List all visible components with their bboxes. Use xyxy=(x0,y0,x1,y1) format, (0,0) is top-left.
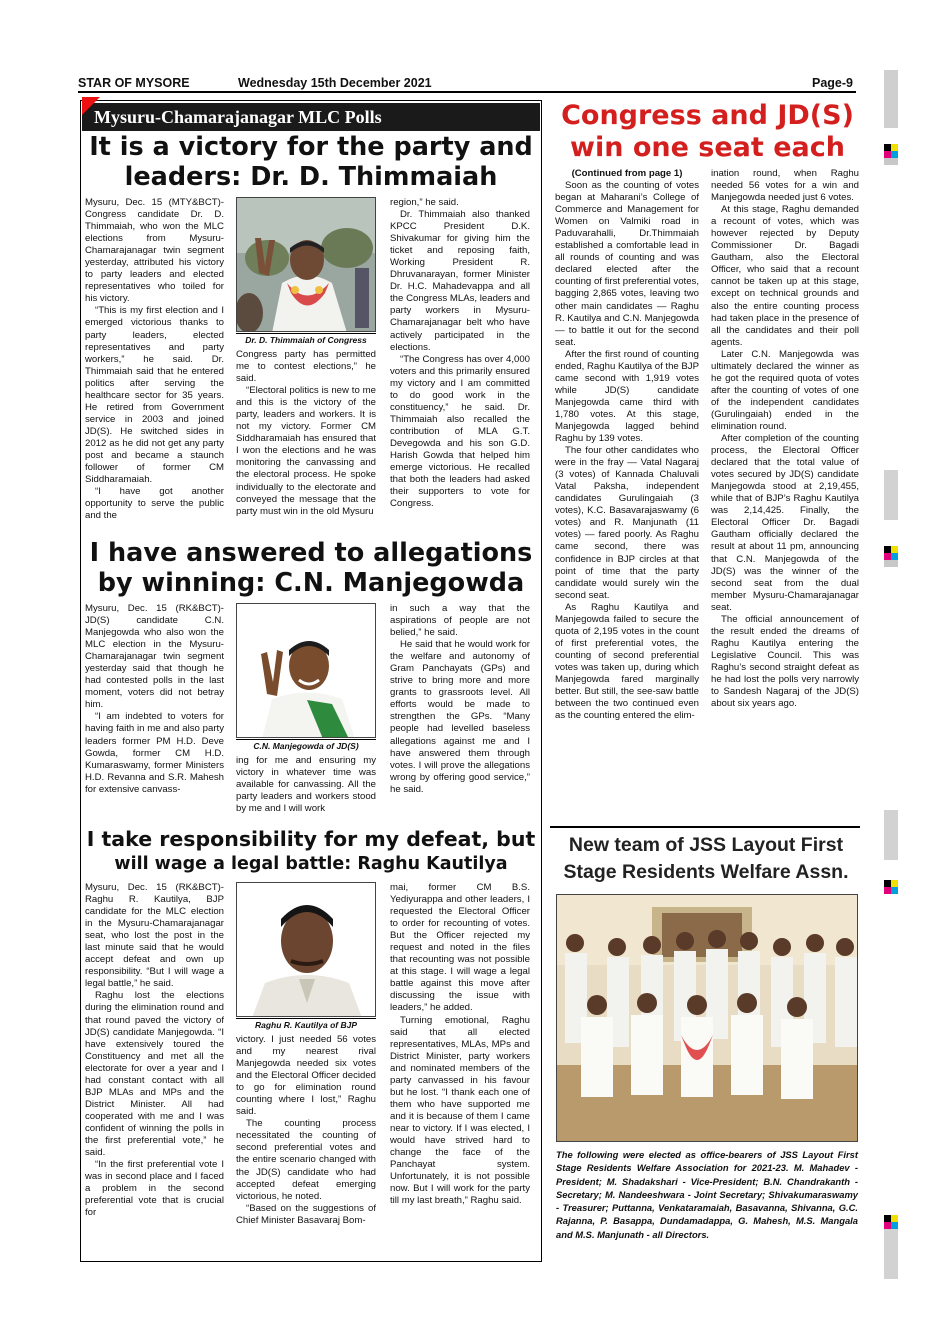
section-kicker: Mysuru-Chamarajanagar MLC Polls xyxy=(82,103,540,131)
lead-headline: Congress and JD(S) win one seat each xyxy=(561,100,854,163)
manjegowda-photo xyxy=(236,603,376,738)
manjegowda-caption: C.N. Manjegowda of JD(S) xyxy=(236,739,376,751)
paragraph: “This is my first election and I emerged victorious thanks to party leaders, elected representatives and party workers,” he said. Dr. Thimmaiah said that he entered politics after serving the healthcare sector for 35 years. He retired from Government service in 2003 and joined JD(S). He switched sides in 2012 as he did not get any party post and became a staunch follower of former CM Siddharamaiah. xyxy=(85,305,224,486)
paragraph: “I am indebted to voters for having faith in me and also party leaders former PM H.D. Deve Gowda, former CM H.D. Kumaraswamy, former Ministers H.D. Revanna and S.R. Mahesh for extensive canvass- xyxy=(85,711,224,795)
jss-headline xyxy=(550,832,862,886)
paragraph: At this stage, Raghu demanded a recount of votes, which was however rejected by Deputy Commissioner Dr. Bagadi Gautham, also the Electoral Officer, who said that a recount cannot be taken up at this stage, except on technical grounds and also the entire counting process had taken place in the presence of all the candidates and their poll agents. xyxy=(711,204,859,348)
paragraph: Mysuru, Dec. 15 (MTY&BCT)- Congress candidate Dr. D. Thimmaiah, who won the MLC elections from Mysuru-Chamarajanagar twin segment yesterday, attributed his victory to party leaders and elected representatives who toiled for his victory. xyxy=(85,197,224,305)
header-rule xyxy=(78,91,856,93)
story3-headline-line1: I take responsibility for my defeat, but xyxy=(86,827,536,851)
paragraph: Later C.N. Manjegowda was ultimately declared the winner as he got the required quota of votes after the counting of votes of one of the independent candidates (Gurulingaiah) ended in the elimination round. xyxy=(711,348,859,432)
paragraph: Mysuru, Dec. 15 (RK&BCT)- JD(S) candidate C.N. Manjegowda who also won the MLC election in the Mysuru-Chamarajanagar twin segment yesterday said that though he had contested polls in the last moment, voters did not betray him. xyxy=(85,603,224,711)
paragraph: in such a way that the aspirations of people are not belied,” he said. xyxy=(390,603,530,639)
jss-caption: The following were elected as office-bearers of JSS Layout First Stage Residents Welfare Association for 2021-23. M. Mahadev - President; M. Shadakshari - Vice-President; B.N. Chandrakanth - Secretary; M. Nandeeshwara - Joint Secretary; Shivakumaraswamy - Treasurer; Puttanna, Venkataramaiah, Basavanna, Shivanna, G.C. Rajanna, P. Basappa, Dundamadappa, G. Mahesh, M.S. Mangala and M.S. Manjunath - all Directors. xyxy=(556,1149,858,1240)
paragraph: Mysuru, Dec. 15 (RK&BCT)- Raghu R. Kautilya, BJP candidate for the MLC election in the Mysuru-Chamarajanagar seat, who lost the post in the last minute said that he would accept defeat and own up responsibility. “But I will wage a legal battle,” he said. xyxy=(85,882,224,990)
story2-col1 xyxy=(85,603,224,823)
paragraph: Dr. Thimmaiah also thanked KPCC President D.K. Shivakumar for giving him the ticket and reposing faith, Working President R. Dhruvanarayan, former Minister Dr. H.C. Mahadevappa and all the Congress MLAs, leaders and party workers in Mysuru-Chamarajanagar belt who have actively participated in the elections. xyxy=(390,209,530,353)
thimmaiah-caption: Dr. D. Thimmaiah of Congress xyxy=(236,333,376,345)
kautilya-caption: Raghu R. Kautilya of BJP xyxy=(236,1018,376,1030)
story2-col2 xyxy=(236,755,376,823)
issue-date: Wednesday 15th December 2021 xyxy=(238,76,432,90)
story1-col1 xyxy=(85,197,224,532)
story2-col3 xyxy=(390,603,530,823)
paragraph: ing for me and ensuring my victory in whatever time was available for canvassing. All the party leaders and workers stood by me and I will work xyxy=(236,755,376,815)
kicker-flag-icon xyxy=(82,97,100,115)
jss-group-image xyxy=(557,895,858,1142)
manjegowda-image xyxy=(237,604,376,738)
story1-col2 xyxy=(236,349,376,532)
jss-headline-line1: New team of JSS Layout First xyxy=(568,834,844,856)
paragraph: “The Congress has over 4,000 voters and this primarily ensured my victory and I am committed to do good work in the constituency,” he said. Dr. Thimmaiah also recalled the contribution of MLA G.T. Devegowda and his son G.D. Harish Gowda that helped him emerge victorious. He recalled that both the leaders had asked their supporters to vote for Congress. xyxy=(390,353,530,510)
color-bar-top xyxy=(884,70,898,165)
story1-headline: It is a victory for the party and leaders: Dr. D. Thimmaiah xyxy=(89,132,533,192)
paragraph: After the first round of counting ended, Raghu Kautilya of the BJP came second with 1,919 votes while JD(S) candidate Manjegowda came third with 1,780 votes. At this stage, Manjegowda lagged behind Raghu by 139 votes. xyxy=(555,348,699,445)
paragraph: Soon as the counting of votes began at Maharani’s College of Commerce and Management for Women on Valmiki road in Paduvarahalli, Dr.Thimmaiah established a comfortable lead in all rounds of counting and was declared elected after the counting of first preferential votes, bagging 2,865 votes, leaving two other main candidates — Raghu R. Kautilya and C.N. Manjegowda — to battle it out for the second seat. xyxy=(555,180,699,348)
color-bar-bottom xyxy=(884,1215,898,1279)
paragraph: “Based on the suggestions of Chief Minister Basavaraj Bom- xyxy=(236,1202,376,1226)
registration-marks xyxy=(880,70,902,1320)
paragraph: After completion of the counting process, the Electoral Officer declared that the total value of votes secured by JD(S) candidate Manjegowda stood at 2,19,455, while that of BJP’s Raghu Kautilya was 2,14,425. Finally, the Electoral Officer Dr. Bagadi Gautham officially declared the result at about 11 pm, announcing that C.N. Manjegowda of the JD(S) was the winner of the second seat from the dual member Mysuru-Chamarajanagar seat. xyxy=(711,433,859,613)
kautilya-image xyxy=(237,883,376,1017)
page-number: Page-9 xyxy=(812,76,853,90)
paragraph: The counting process necessitated the counting of second preferential votes and the entire scenario changed with the JD(S) candidate who had accepted defeat emerging victorious, he noted. xyxy=(236,1118,376,1202)
story3-headline-line2: will wage a legal battle: Raghu Kautilya xyxy=(114,854,508,874)
story2-headline: I have answered to allegations by winning: C.N. Manjegowda xyxy=(89,538,533,598)
paragraph: The official announcement of the result ended the dreams of Raghu Kautilya entering the Legislative Council. This was Raghu’s second straight defeat as he had lost the polls very narrowly to Sandesh Nagaraj of the JD(S) about six years ago. xyxy=(711,613,859,710)
thimmaiah-photo xyxy=(236,197,376,332)
paragraph: “I have got another opportunity to serve the public and the xyxy=(85,486,224,522)
jss-group-photo xyxy=(556,894,858,1142)
lead-col2 xyxy=(711,168,859,824)
story3-col1 xyxy=(85,882,224,1247)
newspaper-name: STAR OF MYSORE xyxy=(78,76,190,90)
paragraph: He said that he would work for the welfare and autonomy of Gram Panchayats (GPs) and strive to bring more and more grants to grassroots level. All efforts would be made to strengthen the GPs. “Many people had levelled baseless allegations against me and I have answered them through votes. I will prove the allegations wrong by offering good service,” he said. xyxy=(390,639,530,795)
page-header xyxy=(78,74,853,92)
paragraph: “In the first preferential vote I was in second place and I faced a problem in the second preferential vote that is crucial for xyxy=(85,1159,224,1219)
paragraph: ination round, when Raghu needed 56 votes for a win and Manjegowda needed just 6 votes. xyxy=(711,168,859,204)
color-bar-middle xyxy=(884,470,898,567)
color-bar-lower xyxy=(884,810,898,894)
jss-headline-line2: Stage Residents Welfare Assn. xyxy=(563,861,849,883)
paragraph: region,” he said. xyxy=(390,197,459,208)
paragraph: As Raghu Kautilya and Manjegowda failed to secure the quota of 2,195 votes in the count of first preferential votes, the counting of second preferential votes was taken up, during which Manjegowda fared marginally better. But still, the see-saw battle between the two continued even as the counting entered the elim- xyxy=(555,601,699,722)
paragraph: victory. I just needed 56 votes and my nearest rival Manjegowda needed six votes and the Electoral Officer decided to go for elimination round counting where I lost,” Raghu said. xyxy=(236,1034,376,1118)
story3-col2 xyxy=(236,1034,376,1247)
paragraph: Raghu lost the elections during the elimination round and that round paved the victory of JD(S) candidate Manjegowda. “I have extensively toured the Constituency and met all the electorate for over a year and I had constant contact with all BJP MLAs and MPs and the District Minister. All had cooperated with me and I was confident of winning the polls in the first preferential vote,” he said. xyxy=(85,990,224,1159)
story1-col3 xyxy=(390,197,530,532)
paragraph: Congress party has permitted me to contest elections,” he said. xyxy=(236,349,376,385)
jss-rule xyxy=(550,826,860,828)
continued-note: (Continued from page 1) xyxy=(571,168,683,179)
paragraph: The four other candidates who were in the fray — Vatal Nagaraj (3 votes) of Kannada Chaluvali Vatal Paksha, independent candidates Gurulingaiah (3 votes), K.C. Basavarajaswamy (6 votes) and R. Manjunath (11 votes) — fared poorly. As Raghu came second, there was confidence in BJP circles at that point of time that the party candidate would surely win the second seat. xyxy=(555,445,699,601)
paragraph: mai, former CM B.S. Yediyurappa and other leaders, I requested the Electoral Officer to order for recounting of votes. But the Officer rejected my request and noted in the files that recounting was not possible at this stage. I will wage a legal battle against this move after discussing the issue with leaders,” he added. xyxy=(390,882,530,1014)
story3-col3 xyxy=(390,882,530,1247)
paragraph: Turning emotional, Raghu said that all elected representatives, MLAs, MPs and District Minister, party workers and nominated members of the party canvassed in his favour but he lost. “I thank each one of them who have supported me and it is because of them I came near to victory. If I was elected, I would have strived hard to change the face of the Panchayat system. Unfortunately, it is not possible now. But I will work for the party till my last breath,” Raghu said. xyxy=(390,1014,530,1207)
thimmaiah-image xyxy=(237,198,376,332)
paragraph: “Electoral politics is new to me and this is the victory of the party, leaders and workers. It is not my victory. Former CM Siddharamaiah has ensured that I won the elections and he was monitoring the canvassing and the electoral process. He spoke individually to the electorate and conveyed the message that the party must win in the old Mysuru xyxy=(236,385,376,517)
lead-col1 xyxy=(555,168,699,824)
kautilya-photo xyxy=(236,882,376,1017)
